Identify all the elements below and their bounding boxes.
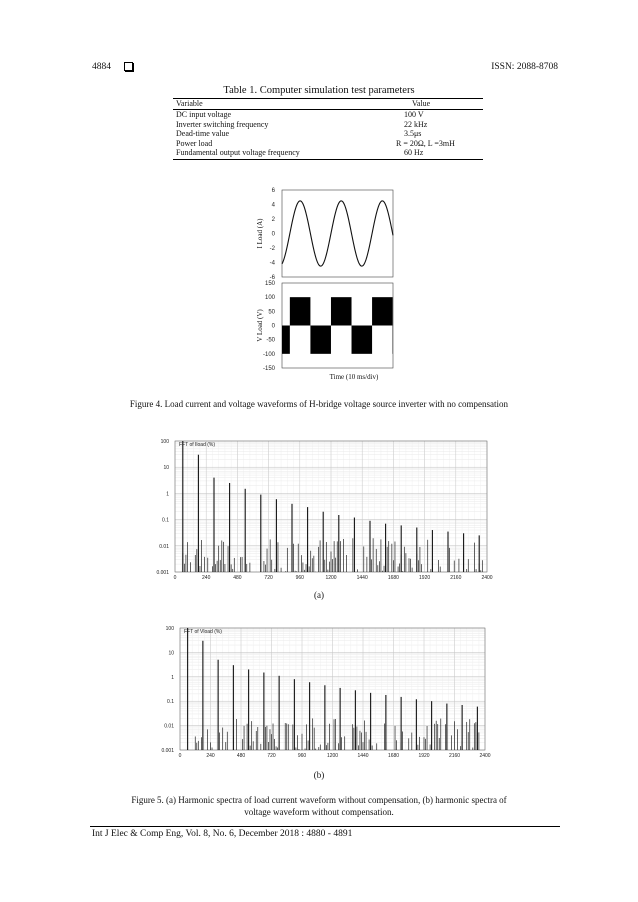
fft-xtick-label: 1440 [356, 575, 368, 581]
fft-xtick-label: 1200 [325, 575, 337, 581]
fft-ytick-label: 1 [171, 674, 174, 681]
fft-title: FFT of Iload (%) [179, 442, 216, 448]
figure5-caption-line1: Figure 5. (a) Harmonic spectra of load current waveform without compensation, (b) harmonic spectra of [131, 795, 507, 805]
fft-ytick-label: 0.01 [164, 723, 174, 730]
table-cell-value: 3.5μs [404, 129, 422, 139]
voltage-axis-label: V Load (V) [256, 309, 264, 342]
voltage-pulse-block [310, 326, 331, 354]
table-cell-value: 22 kHz [404, 119, 428, 129]
footer-citation: Int J Elec & Comp Eng, Vol. 8, No. 6, December 2018 : 4880 - 4891 [92, 829, 353, 839]
fft-ytick-label: 1 [166, 491, 169, 498]
table-cell-value: 100 V [404, 110, 424, 119]
current-ytick-label: 4 [271, 202, 275, 209]
table-header-value: Value [412, 99, 431, 108]
fft-xtick-label: 2160 [448, 753, 461, 759]
fft-xtick-label: 1920 [418, 753, 430, 759]
time-axis-label: Time (10 ms/div) [329, 373, 379, 381]
voltage-pulse-block [282, 326, 290, 354]
current-ytick-label: -6 [269, 275, 275, 281]
voltage-pulse-block [352, 326, 373, 354]
voltage-ytick-label: 100 [264, 295, 275, 302]
table-cell-variable: Inverter switching frequency [176, 119, 269, 129]
issn: ISSN: 2088-8708 [491, 62, 558, 72]
current-ytick-label: 2 [271, 217, 275, 223]
voltage-plot [256, 281, 393, 372]
footer-rule [90, 826, 560, 827]
fft-ytick-label: 0.001 [161, 748, 174, 754]
table-cell-value: 60 Hz [404, 148, 424, 158]
fft-ytick-label: 0.001 [156, 570, 169, 576]
table-bottom-rule [173, 159, 483, 160]
current-waveform [282, 201, 393, 266]
fft-xtick-label: 960 [297, 753, 307, 759]
table-cell-value: R = 20Ω, L =3mH [396, 138, 455, 148]
voltage-ytick-label: -100 [262, 351, 275, 358]
voltage-ytick-label: -150 [262, 366, 275, 372]
voltage-ytick-label: 150 [264, 281, 275, 287]
current-axis-label: I Load (A) [256, 218, 264, 249]
fft-vload-chart [155, 618, 495, 768]
fft-xtick-label: 480 [236, 753, 246, 759]
fft-xtick-label: 2400 [481, 575, 493, 581]
current-ytick-label: 6 [271, 188, 275, 194]
fft-xtick-label: 240 [206, 753, 215, 759]
fft-ytick-label: 0.1 [167, 699, 174, 706]
current-ytick-label: -2 [269, 246, 275, 252]
page-number: 4884 [92, 62, 111, 72]
fft-xtick-label: 1680 [387, 575, 399, 581]
current-plot-frame [282, 190, 393, 277]
figure5b-label: (b) [313, 770, 325, 780]
fft-xtick-label: 1920 [419, 575, 431, 581]
voltage-ytick-label: 0 [271, 323, 275, 330]
fft-title: FFT of Vload (%) [184, 629, 222, 635]
voltage-pulse-block [290, 297, 311, 325]
fft-xtick-label: 2160 [450, 575, 462, 581]
fft-xtick-label: 960 [295, 575, 304, 581]
fft-ytick-label: 10 [168, 650, 174, 657]
figure4-caption: Figure 4. Load current and voltage waveforms of H-bridge voltage source inverter with no compensation [129, 399, 509, 409]
current-plot [256, 188, 393, 281]
fft-xtick-label: 720 [264, 575, 273, 581]
fft-ytick-label: 0.1 [162, 517, 169, 524]
fft-ytick-label: 10 [163, 465, 169, 472]
table-cell-variable: Fundamental output voltage frequency [176, 148, 300, 158]
voltage-pulse-block [331, 297, 352, 325]
table-header-variable: Variable [176, 99, 203, 108]
fft-xtick-label: 0 [173, 575, 177, 581]
fft-xtick-label: 2400 [479, 753, 491, 759]
voltage-pulse-block [372, 297, 393, 325]
voltage-ytick-label: -50 [266, 337, 275, 344]
current-ytick-label: 0 [271, 231, 275, 238]
fft-ytick-label: 100 [165, 626, 174, 632]
fft-ytick-label: 0.01 [159, 543, 169, 550]
figure4-plot [240, 184, 410, 386]
fft-ytick-label: 100 [160, 439, 169, 445]
fft-xtick-label: 1680 [387, 753, 400, 759]
fft-xtick-label: 0 [178, 753, 182, 759]
current-ytick-label: -4 [269, 260, 275, 267]
table-cell-variable: Power load [176, 138, 213, 148]
fft-xtick-label: 1200 [326, 753, 339, 759]
fft-xtick-label: 1440 [357, 753, 369, 759]
voltage-ytick-label: 50 [268, 309, 275, 316]
square-bullet-icon [124, 62, 133, 71]
fft-xtick-label: 240 [202, 575, 211, 581]
table-caption: Table 1. Computer simulation test parameters [223, 85, 415, 96]
fft-iload-chart [150, 425, 495, 585]
figure5-caption-line2: voltage waveform without compensation. [244, 807, 394, 817]
figure5a-label: (a) [314, 590, 324, 600]
fft-xtick-label: 720 [267, 753, 276, 759]
fft-xtick-label: 480 [233, 575, 242, 581]
table-cell-variable: Dead-time value [176, 129, 230, 139]
table-top-rule [173, 98, 483, 99]
table-cell-variable: DC input voltage [176, 110, 232, 119]
